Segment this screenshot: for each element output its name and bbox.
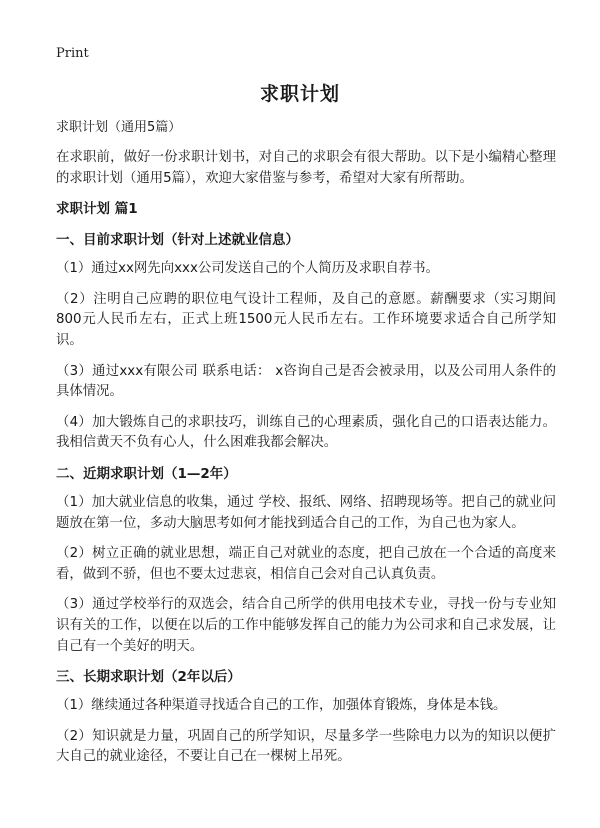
section-heading: 三、长期求职计划（2年以后） [56, 669, 241, 686]
section-paragraph: （1）继续通过各种渠道寻找适合自己的工作，加强体育锻炼，身体是本钱。 [56, 698, 507, 714]
section-paragraph: （3）通过学校举行的双选会，结合自己所学的供用电技术专业，寻找一份与专业知识有关的工作，以便在以后的工作中能够发挥自己的能力为公司求和自己求发展，让自己有一个美好的明天。 [56, 597, 556, 654]
part-heading: 求职计划 篇1 [56, 201, 138, 218]
section-near-term-plan [56, 464, 556, 657]
document-body [56, 118, 556, 778]
page-title: 求职计划 [259, 83, 340, 105]
section-paragraph: （2）树立正确的就业思想，端正自己对就业的态度，把自己放在一个合适的高度来看，做到不骄，但也不要太过悲哀，相信自己会对自己认真负责。 [56, 546, 556, 582]
section-paragraph: （4）加大锻炼自己的求职技巧，训练自己的心理素质，强化自己的口语表达能力。我相信黄天不负有心人，什么困难我都会解决。 [56, 414, 556, 451]
document-subtitle: 求职计划（通用5篇） [56, 120, 182, 135]
section-current-plan [56, 230, 556, 454]
section-paragraph: （2）知识就是力量，巩固自己的所学知识，尽量多学一些除电力以为的知识以便扩大自己的就业途径，不要让自己在一棵树上吊死。 [56, 728, 556, 765]
section-paragraph: （2）注明自己应聘的职位电气设计工程师，及自己的意愿。薪酬要求（实习期间800元人民币左右，正式上班1500元人民币左右。工作环境要求适合自己所学知识。 [56, 291, 556, 348]
section-heading: 一、目前求职计划（针对上述就业信息） [56, 232, 299, 249]
section-long-term-plan [56, 667, 556, 768]
print-link[interactable]: Print [56, 46, 89, 61]
intro-paragraph: 在求职前，做好一份求职计划书，对自己的求职会有很大帮助。以下是小编精心整理的求职计划（通用5篇），欢迎大家借鉴与参考，希望对大家有所帮助。 [56, 150, 556, 186]
section-paragraph: （1）通过xx网先向xxx公司发送自己的个人简历及求职自荐书。 [56, 261, 439, 277]
section-paragraph: （1）加大就业信息的收集，通过 学校、报纸、网络、招聘现场等。把自己的就业问题放在第一位，多动大脑思考如何才能找到适合自己的工作，为自己也为家人。 [56, 494, 556, 531]
section-paragraph: （3）通过xxx有限公司 联系电话： x咨询自己是否会被录用，以及公司用人条件的具体情况。 [56, 363, 556, 400]
section-heading: 二、近期求职计划（1—2年） [56, 465, 237, 482]
